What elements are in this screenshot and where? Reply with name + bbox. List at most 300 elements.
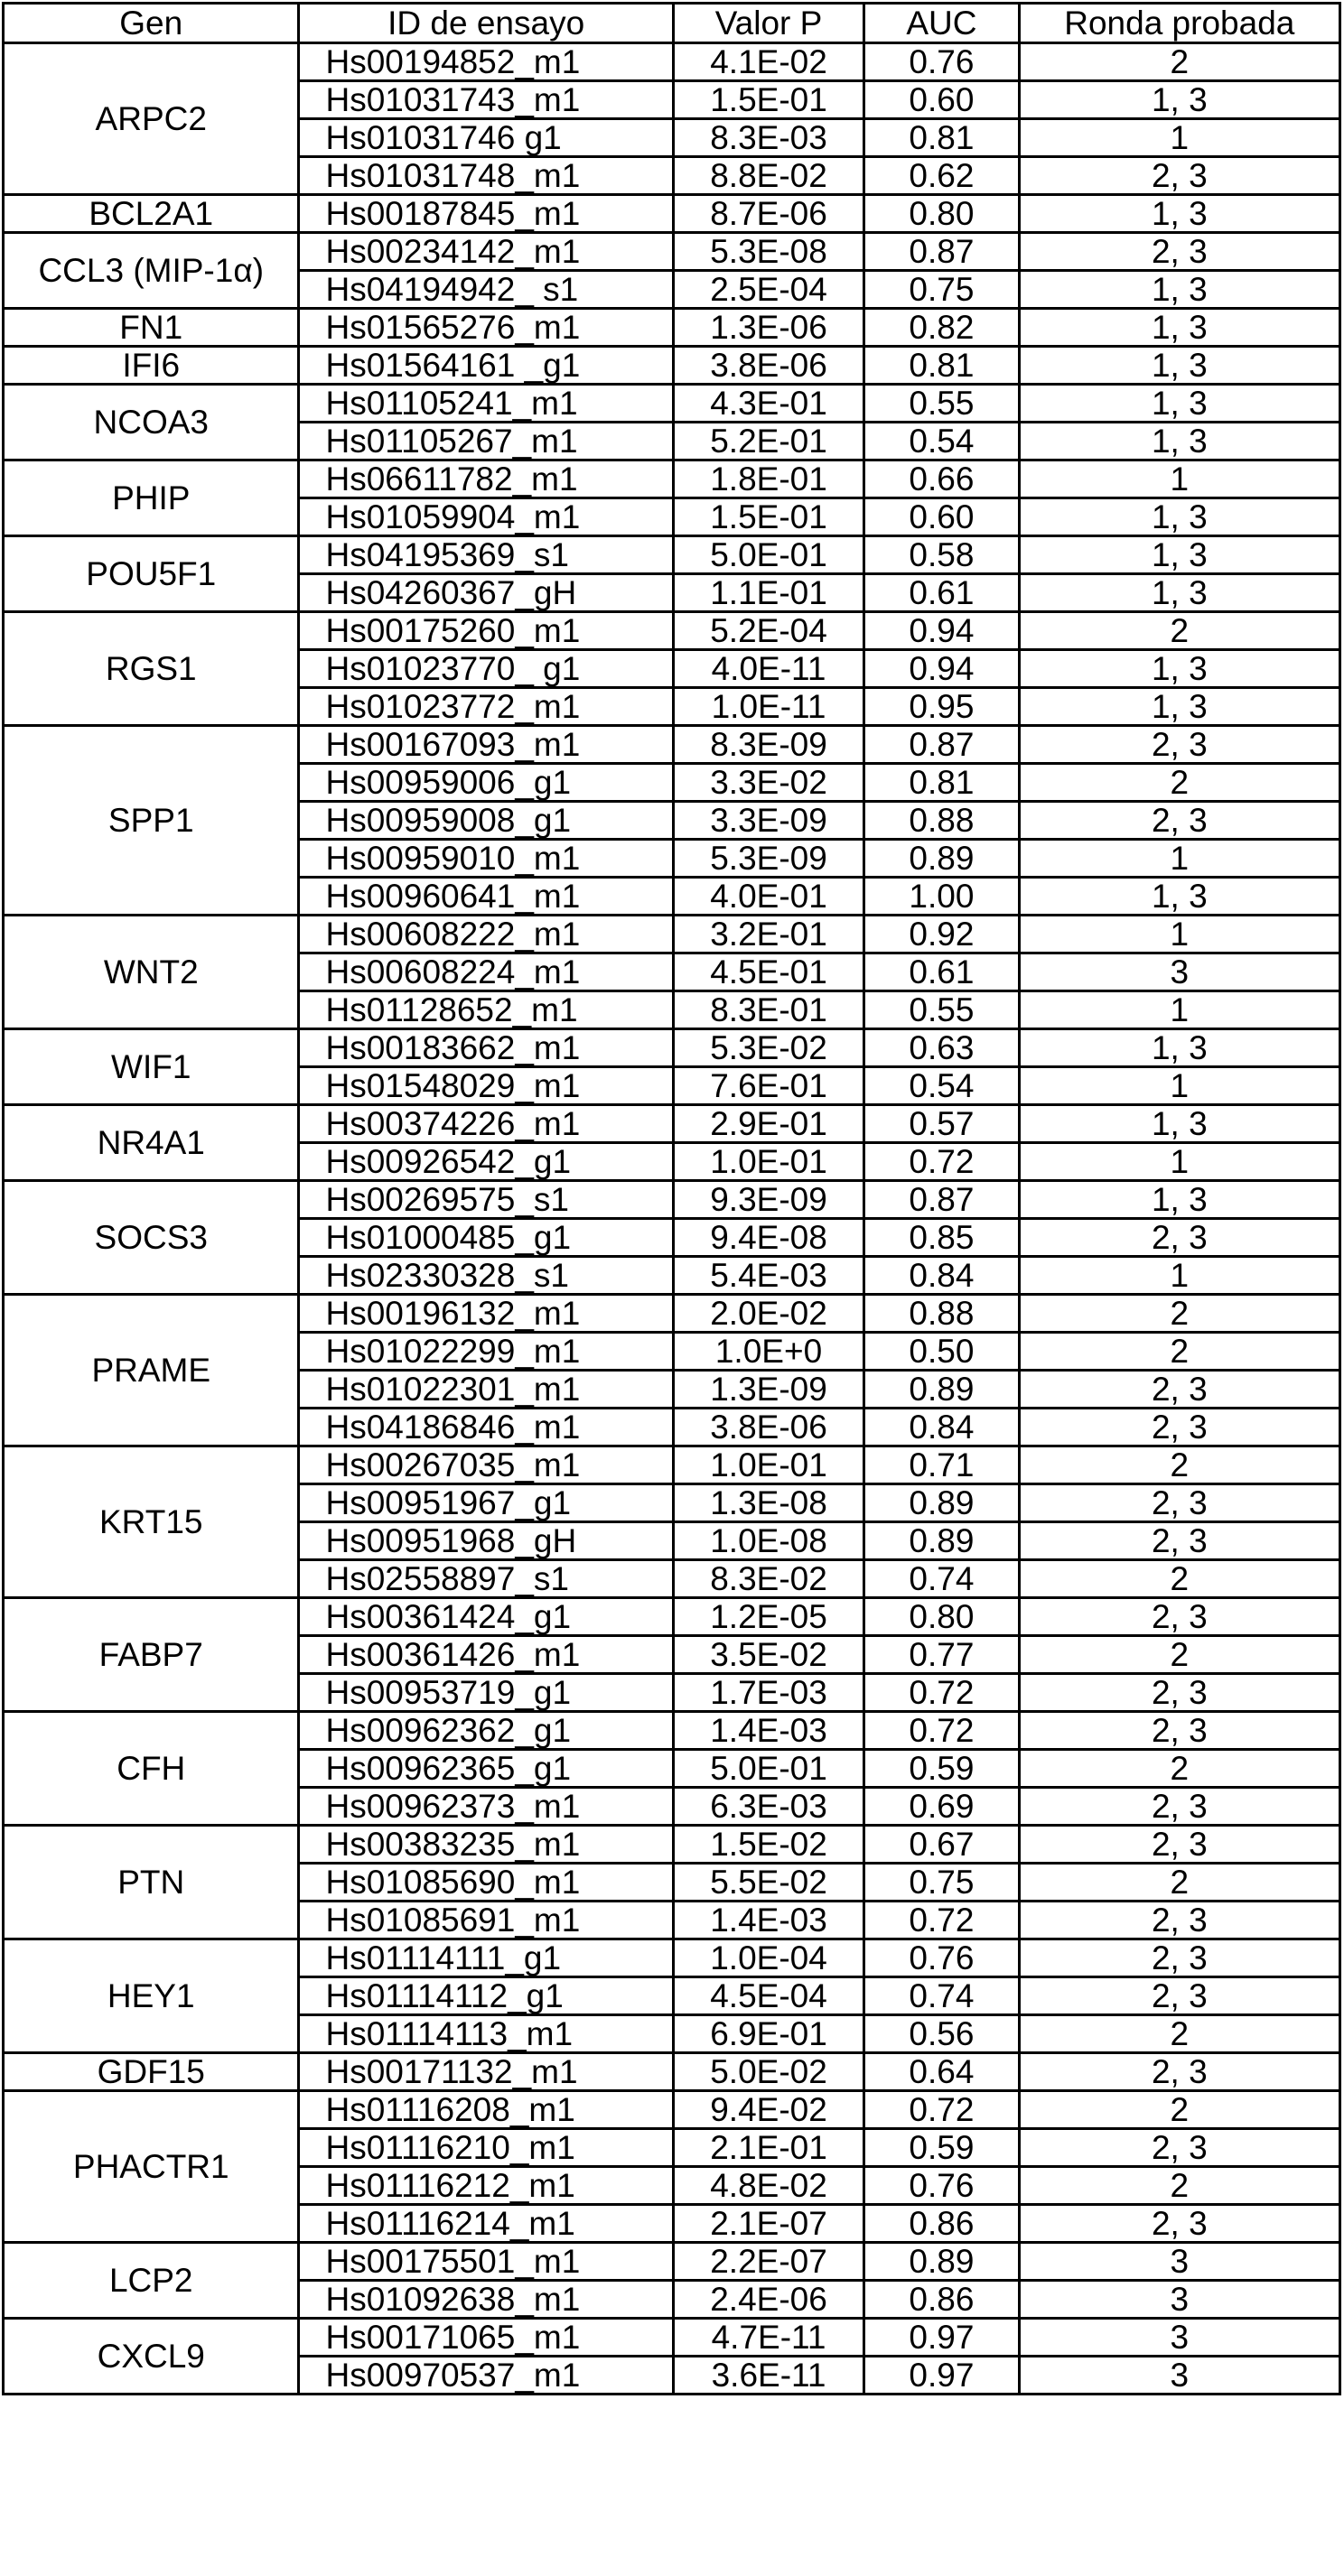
header-assay-id: ID de ensayo [299,4,673,43]
round-cell: 2, 3 [1019,1674,1339,1712]
p-value-cell: 2.4E-06 [673,2281,863,2319]
p-value-cell: 4.0E-11 [673,650,863,688]
round-cell: 2 [1019,764,1339,802]
assay-id-cell: Hs04186846_m1 [299,1409,673,1446]
round-cell: 3 [1019,2319,1339,2357]
p-value-cell: 2.5E-04 [673,271,863,309]
table-row [4,347,1340,385]
round-cell: 1, 3 [1019,81,1339,119]
p-value-cell: 1.7E-03 [673,1674,863,1712]
assay-id-cell: Hs01116210_m1 [299,2129,673,2167]
p-value-cell: 4.8E-02 [673,2167,863,2205]
auc-cell: 0.89 [864,1371,1019,1409]
assay-id-cell: Hs01031746 g1 [299,119,673,157]
round-cell: 1 [1019,1257,1339,1295]
p-value-cell: 4.1E-02 [673,43,863,81]
header-auc: AUC [864,4,1019,43]
auc-cell: 0.72 [864,1902,1019,1939]
p-value-cell: 5.5E-02 [673,1864,863,1902]
gene-cell: CFH [4,1712,299,1826]
assay-id-cell: Hs01031748_m1 [299,157,673,195]
auc-cell: 0.86 [864,2205,1019,2243]
assay-id-cell: Hs01023770_ g1 [299,650,673,688]
p-value-cell: 8.3E-03 [673,119,863,157]
assay-id-cell: Hs04194942_ s1 [299,271,673,309]
header-row [4,4,1340,43]
auc-cell: 0.54 [864,423,1019,460]
p-value-cell: 1.3E-09 [673,1371,863,1409]
auc-cell: 0.81 [864,119,1019,157]
gene-cell: LCP2 [4,2243,299,2319]
round-cell: 1, 3 [1019,195,1339,233]
p-value-cell: 8.8E-02 [673,157,863,195]
round-cell: 1, 3 [1019,574,1339,612]
gene-cell: KRT15 [4,1446,299,1598]
auc-cell: 0.59 [864,2129,1019,2167]
auc-cell: 0.72 [864,1143,1019,1181]
assay-id-cell: Hs00960641_m1 [299,878,673,916]
auc-cell: 0.66 [864,460,1019,498]
auc-cell: 0.89 [864,1484,1019,1522]
p-value-cell: 1.0E-08 [673,1522,863,1560]
table-row [4,536,1340,574]
p-value-cell: 2.1E-07 [673,2205,863,2243]
assay-id-cell: Hs00171132_m1 [299,2053,673,2091]
round-cell: 1 [1019,460,1339,498]
p-value-cell: 5.3E-08 [673,233,863,271]
assay-id-cell: Hs01105267_m1 [299,423,673,460]
p-value-cell: 1.5E-02 [673,1826,863,1864]
assay-id-cell: Hs01116208_m1 [299,2091,673,2129]
assay-id-cell: Hs01114111_g1 [299,1939,673,1977]
assay-id-cell: Hs00970537_m1 [299,2357,673,2395]
gene-cell: CXCL9 [4,2319,299,2395]
round-cell: 2, 3 [1019,1826,1339,1864]
gene-cell: HEY1 [4,1939,299,2053]
gene-cell: FN1 [4,309,299,347]
round-cell: 1, 3 [1019,688,1339,726]
round-cell: 2 [1019,1446,1339,1484]
gene-cell: GDF15 [4,2053,299,2091]
table-row [4,1029,1340,1067]
p-value-cell: 5.2E-01 [673,423,863,460]
round-cell: 2, 3 [1019,802,1339,840]
round-cell: 1, 3 [1019,1029,1339,1067]
round-cell: 3 [1019,2357,1339,2395]
p-value-cell: 1.4E-03 [673,1712,863,1750]
round-cell: 1, 3 [1019,271,1339,309]
assay-id-cell: Hs01114113_m1 [299,2015,673,2053]
p-value-cell: 1.0E-04 [673,1939,863,1977]
round-cell: 2, 3 [1019,1788,1339,1826]
round-cell: 2, 3 [1019,2129,1339,2167]
p-value-cell: 5.3E-09 [673,840,863,878]
round-cell: 2, 3 [1019,1484,1339,1522]
gene-cell: SOCS3 [4,1181,299,1295]
auc-cell: 0.75 [864,271,1019,309]
auc-cell: 0.89 [864,840,1019,878]
auc-cell: 0.54 [864,1067,1019,1105]
assay-id-cell: Hs00267035_m1 [299,1446,673,1484]
p-value-cell: 5.0E-02 [673,2053,863,2091]
assay-id-cell: Hs00962362_g1 [299,1712,673,1750]
assay-id-cell: Hs00196132_m1 [299,1295,673,1333]
table-row [4,612,1340,650]
p-value-cell: 4.0E-01 [673,878,863,916]
assay-id-cell: Hs02330328_s1 [299,1257,673,1295]
table-row [4,1826,1340,1864]
p-value-cell: 6.3E-03 [673,1788,863,1826]
table-body [4,43,1340,2395]
round-cell: 3 [1019,2243,1339,2281]
assay-id-cell: Hs00959010_m1 [299,840,673,878]
gene-cell: PHIP [4,460,299,536]
round-cell: 1 [1019,1143,1339,1181]
assay-id-cell: Hs01128652_m1 [299,991,673,1029]
round-cell: 1, 3 [1019,878,1339,916]
auc-cell: 0.84 [864,1257,1019,1295]
gene-cell: IFI6 [4,347,299,385]
gene-cell: NR4A1 [4,1105,299,1181]
p-value-cell: 2.0E-02 [673,1295,863,1333]
auc-cell: 0.72 [864,1674,1019,1712]
auc-cell: 0.71 [864,1446,1019,1484]
header-round: Ronda probada [1019,4,1339,43]
auc-cell: 0.87 [864,726,1019,764]
table-row [4,2053,1340,2091]
gene-cell: WIF1 [4,1029,299,1105]
p-value-cell: 4.3E-01 [673,385,863,423]
p-value-cell: 1.8E-01 [673,460,863,498]
round-cell: 2 [1019,2015,1339,2053]
round-cell: 2, 3 [1019,233,1339,271]
assay-id-cell: Hs00171065_m1 [299,2319,673,2357]
p-value-cell: 3.3E-02 [673,764,863,802]
table-row [4,385,1340,423]
auc-cell: 0.94 [864,650,1019,688]
round-cell: 2, 3 [1019,2205,1339,2243]
round-cell: 2 [1019,43,1339,81]
assay-id-cell: Hs00962365_g1 [299,1750,673,1788]
p-value-cell: 5.0E-01 [673,1750,863,1788]
p-value-cell: 3.2E-01 [673,916,863,953]
auc-cell: 0.77 [864,1636,1019,1674]
p-value-cell: 3.8E-06 [673,347,863,385]
round-cell: 2 [1019,612,1339,650]
p-value-cell: 1.0E-11 [673,688,863,726]
auc-cell: 0.74 [864,1977,1019,2015]
p-value-cell: 8.3E-02 [673,1560,863,1598]
round-cell: 3 [1019,953,1339,991]
gene-cell: PTN [4,1826,299,1939]
round-cell: 2 [1019,1636,1339,1674]
auc-cell: 0.87 [864,233,1019,271]
auc-cell: 0.60 [864,498,1019,536]
auc-cell: 0.95 [864,688,1019,726]
round-cell: 2, 3 [1019,726,1339,764]
round-cell: 2, 3 [1019,1219,1339,1257]
round-cell: 2, 3 [1019,1977,1339,2015]
round-cell: 2 [1019,1750,1339,1788]
auc-cell: 0.86 [864,2281,1019,2319]
auc-cell: 0.87 [864,1181,1019,1219]
assay-id-cell: Hs01116212_m1 [299,2167,673,2205]
assay-id-cell: Hs00959008_g1 [299,802,673,840]
gene-cell: SPP1 [4,726,299,916]
auc-cell: 0.63 [864,1029,1019,1067]
p-value-cell: 9.4E-02 [673,2091,863,2129]
round-cell: 3 [1019,2281,1339,2319]
p-value-cell: 1.5E-01 [673,498,863,536]
table-row [4,1712,1340,1750]
assay-id-cell: Hs00361424_g1 [299,1598,673,1636]
table-row [4,195,1340,233]
round-cell: 2 [1019,2091,1339,2129]
round-cell: 1, 3 [1019,385,1339,423]
assay-id-cell: Hs01565276_m1 [299,309,673,347]
p-value-cell: 9.4E-08 [673,1219,863,1257]
round-cell: 2, 3 [1019,157,1339,195]
gene-cell: PRAME [4,1295,299,1446]
assay-id-cell: Hs04260367_gH [299,574,673,612]
assay-id-cell: Hs00608224_m1 [299,953,673,991]
round-cell: 2, 3 [1019,1939,1339,1977]
auc-cell: 0.56 [864,2015,1019,2053]
assay-id-cell: Hs00175260_m1 [299,612,673,650]
header-p-value: Valor P [673,4,863,43]
auc-cell: 0.88 [864,802,1019,840]
auc-cell: 0.55 [864,991,1019,1029]
round-cell: 1, 3 [1019,423,1339,460]
assay-id-cell: Hs01000485_g1 [299,1219,673,1257]
round-cell: 2, 3 [1019,1522,1339,1560]
auc-cell: 0.74 [864,1560,1019,1598]
p-value-cell: 3.8E-06 [673,1409,863,1446]
gene-cell: BCL2A1 [4,195,299,233]
assay-id-cell: Hs01114112_g1 [299,1977,673,2015]
p-value-cell: 1.3E-08 [673,1484,863,1522]
table-row [4,916,1340,953]
auc-cell: 0.72 [864,1712,1019,1750]
auc-cell: 0.80 [864,195,1019,233]
assay-id-cell: Hs01105241_m1 [299,385,673,423]
round-cell: 1 [1019,840,1339,878]
assay-id-cell: Hs01085691_m1 [299,1902,673,1939]
assay-id-cell: Hs00183662_m1 [299,1029,673,1067]
assay-id-cell: Hs01116214_m1 [299,2205,673,2243]
assay-id-cell: Hs01023772_m1 [299,688,673,726]
round-cell: 1, 3 [1019,1105,1339,1143]
p-value-cell: 1.0E-01 [673,1143,863,1181]
auc-cell: 0.58 [864,536,1019,574]
p-value-cell: 2.2E-07 [673,2243,863,2281]
assay-id-cell: Hs01564161 _g1 [299,347,673,385]
round-cell: 1, 3 [1019,536,1339,574]
p-value-cell: 1.4E-03 [673,1902,863,1939]
round-cell: 1, 3 [1019,309,1339,347]
round-cell: 1 [1019,119,1339,157]
auc-cell: 0.60 [864,81,1019,119]
table-row [4,43,1340,81]
p-value-cell: 7.6E-01 [673,1067,863,1105]
p-value-cell: 6.9E-01 [673,2015,863,2053]
auc-cell: 0.72 [864,2091,1019,2129]
gene-cell: ARPC2 [4,43,299,195]
p-value-cell: 8.7E-06 [673,195,863,233]
p-value-cell: 5.2E-04 [673,612,863,650]
auc-cell: 0.94 [864,612,1019,650]
assay-id-cell: Hs01022299_m1 [299,1333,673,1371]
table-row [4,2243,1340,2281]
auc-cell: 0.92 [864,916,1019,953]
gene-cell: POU5F1 [4,536,299,612]
auc-cell: 0.55 [864,385,1019,423]
table-row [4,233,1340,271]
p-value-cell: 4.5E-04 [673,1977,863,2015]
table-row [4,2319,1340,2357]
auc-cell: 0.97 [864,2319,1019,2357]
assay-id-cell: Hs00374226_m1 [299,1105,673,1143]
auc-cell: 1.00 [864,878,1019,916]
p-value-cell: 3.6E-11 [673,2357,863,2395]
round-cell: 2 [1019,1560,1339,1598]
auc-cell: 0.84 [864,1409,1019,1446]
round-cell: 2 [1019,1864,1339,1902]
assay-id-cell: Hs02558897_s1 [299,1560,673,1598]
p-value-cell: 5.3E-02 [673,1029,863,1067]
p-value-cell: 8.3E-01 [673,991,863,1029]
p-value-cell: 1.3E-06 [673,309,863,347]
table-row [4,726,1340,764]
assay-id-cell: Hs00926542_g1 [299,1143,673,1181]
assay-id-cell: Hs00383235_m1 [299,1826,673,1864]
p-value-cell: 1.0E+0 [673,1333,863,1371]
round-cell: 1, 3 [1019,347,1339,385]
table-row [4,1446,1340,1484]
auc-cell: 0.89 [864,1522,1019,1560]
p-value-cell: 1.1E-01 [673,574,863,612]
assay-id-cell: Hs00951968_gH [299,1522,673,1560]
auc-cell: 0.59 [864,1750,1019,1788]
assay-id-cell: Hs00167093_m1 [299,726,673,764]
auc-cell: 0.85 [864,1219,1019,1257]
p-value-cell: 1.5E-01 [673,81,863,119]
p-value-cell: 5.0E-01 [673,536,863,574]
auc-cell: 0.89 [864,2243,1019,2281]
assay-id-cell: Hs01031743_m1 [299,81,673,119]
assay-id-cell: Hs01092638_m1 [299,2281,673,2319]
round-cell: 2, 3 [1019,1409,1339,1446]
assay-id-cell: Hs00269575_s1 [299,1181,673,1219]
p-value-cell: 2.1E-01 [673,2129,863,2167]
round-cell: 2, 3 [1019,1902,1339,1939]
auc-cell: 0.61 [864,574,1019,612]
auc-cell: 0.50 [864,1333,1019,1371]
auc-cell: 0.81 [864,764,1019,802]
round-cell: 2 [1019,2167,1339,2205]
assay-id-cell: Hs00361426_m1 [299,1636,673,1674]
assay-id-cell: Hs00953719_g1 [299,1674,673,1712]
p-value-cell: 9.3E-09 [673,1181,863,1219]
assay-id-cell: Hs00175501_m1 [299,2243,673,2281]
round-cell: 1, 3 [1019,498,1339,536]
p-value-cell: 5.4E-03 [673,1257,863,1295]
assay-id-cell: Hs01085690_m1 [299,1864,673,1902]
assay-id-cell: Hs00187845_m1 [299,195,673,233]
p-value-cell: 1.2E-05 [673,1598,863,1636]
p-value-cell: 4.7E-11 [673,2319,863,2357]
p-value-cell: 2.9E-01 [673,1105,863,1143]
auc-cell: 0.76 [864,2167,1019,2205]
gene-cell: WNT2 [4,916,299,1029]
auc-cell: 0.75 [864,1864,1019,1902]
auc-cell: 0.76 [864,1939,1019,1977]
auc-cell: 0.62 [864,157,1019,195]
round-cell: 2, 3 [1019,1371,1339,1409]
round-cell: 2 [1019,1333,1339,1371]
round-cell: 1 [1019,991,1339,1029]
header-gene: Gen [4,4,299,43]
assay-id-cell: Hs06611782_m1 [299,460,673,498]
assay-id-cell: Hs00962373_m1 [299,1788,673,1826]
assay-id-cell: Hs01059904_m1 [299,498,673,536]
assay-id-cell: Hs00194852_m1 [299,43,673,81]
round-cell: 1 [1019,916,1339,953]
table-row [4,1105,1340,1143]
auc-cell: 0.80 [864,1598,1019,1636]
table-row [4,1295,1340,1333]
auc-cell: 0.64 [864,2053,1019,2091]
gene-cell: CCL3 (MIP-1α) [4,233,299,309]
assay-id-cell: Hs01548029_m1 [299,1067,673,1105]
round-cell: 1, 3 [1019,1181,1339,1219]
round-cell: 1 [1019,1067,1339,1105]
assay-id-cell: Hs00234142_m1 [299,233,673,271]
assay-id-cell: Hs00608222_m1 [299,916,673,953]
table-row [4,1181,1340,1219]
auc-cell: 0.82 [864,309,1019,347]
auc-cell: 0.81 [864,347,1019,385]
auc-cell: 0.76 [864,43,1019,81]
p-value-cell: 4.5E-01 [673,953,863,991]
assay-id-cell: Hs00959006_g1 [299,764,673,802]
round-cell: 1, 3 [1019,650,1339,688]
gene-cell: RGS1 [4,612,299,726]
auc-cell: 0.97 [864,2357,1019,2395]
round-cell: 2 [1019,1295,1339,1333]
p-value-cell: 1.0E-01 [673,1446,863,1484]
assay-id-cell: Hs04195369_s1 [299,536,673,574]
table-row [4,460,1340,498]
p-value-cell: 3.5E-02 [673,1636,863,1674]
table-row [4,1598,1340,1636]
round-cell: 2, 3 [1019,2053,1339,2091]
auc-cell: 0.88 [864,1295,1019,1333]
auc-cell: 0.69 [864,1788,1019,1826]
gene-cell: FABP7 [4,1598,299,1712]
auc-cell: 0.67 [864,1826,1019,1864]
auc-cell: 0.57 [864,1105,1019,1143]
p-value-cell: 8.3E-09 [673,726,863,764]
round-cell: 2, 3 [1019,1598,1339,1636]
table-row [4,2091,1340,2129]
gene-cell: NCOA3 [4,385,299,460]
gene-assay-table [2,2,1341,2395]
table-row [4,309,1340,347]
round-cell: 2, 3 [1019,1712,1339,1750]
auc-cell: 0.61 [864,953,1019,991]
assay-id-cell: Hs01022301_m1 [299,1371,673,1409]
